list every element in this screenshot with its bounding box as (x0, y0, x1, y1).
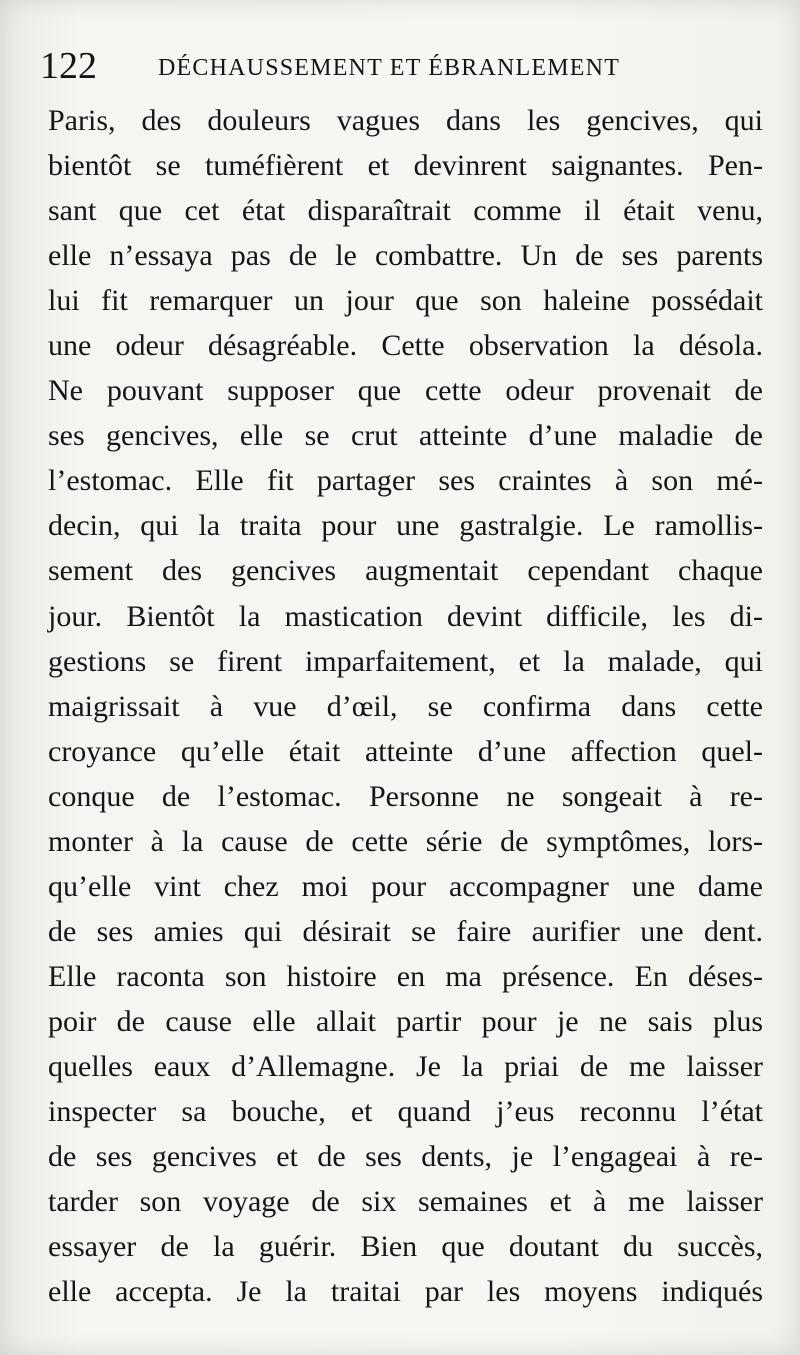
text-line: de ses gencives et de ses dents, je l’engageai à re- (48, 1140, 763, 1174)
text-line: lui fit remarquer un jour que son haleine possédait (48, 284, 763, 318)
text-line: monter à la cause de cette série de symptômes, lors- (48, 824, 763, 858)
text-line: Ne pouvant supposer que cette odeur provenait de (48, 374, 763, 408)
text-line: ses gencives, elle se crut atteinte d’une maladie de (48, 419, 763, 453)
text-line: inspecter sa bouche, et quand j’eus reconnu l’état (48, 1095, 763, 1129)
text-line: croyance qu’elle était atteinte d’une affection quel- (48, 734, 763, 768)
text-line: bientôt se tuméfièrent et devinrent saignantes. Pen- (48, 149, 763, 183)
text-line: de ses amies qui désirait se faire aurifier une dent. (48, 914, 763, 948)
page-number: 122 (40, 45, 97, 87)
text-line: quelles eaux d’Allemagne. Je la priai de me laisser (48, 1049, 763, 1083)
page-header (40, 44, 760, 94)
text-line: Elle raconta son histoire en ma présence. En déses- (48, 959, 763, 993)
text-line: sement des gencives augmentait cependant chaque (48, 554, 763, 588)
text-line: sant que cet état disparaîtrait comme il était venu, (48, 194, 763, 228)
text-line: maigrissait à vue d’œil, se confirma dans cette (48, 689, 763, 723)
text-line: elle accepta. Je la traitai par les moyens indiqués (48, 1275, 763, 1309)
text-line: essayer de la guérir. Bien que doutant du succès, (48, 1230, 763, 1264)
text-line: poir de cause elle allait partir pour je ne sais plus (48, 1004, 763, 1038)
text-line: tarder son voyage de six semaines et à me laisser (48, 1185, 763, 1219)
text-line: jour. Bientôt la mastication devint difficile, les di- (48, 599, 763, 633)
text-line: elle n’essaya pas de le combattre. Un de ses parents (48, 239, 763, 273)
text-line: Paris, des douleurs vagues dans les gencives, qui (48, 104, 763, 137)
running-head: DÉCHAUSSEMENT ET ÉBRANLEMENT (158, 55, 621, 81)
text-line: qu’elle vint chez moi pour accompagner une dame (48, 869, 763, 903)
text-line: conque de l’estomac. Personne ne songeait à re- (48, 779, 763, 813)
text-line: gestions se firent imparfaitement, et la malade, qui (48, 644, 763, 678)
text-line: decin, qui la traita pour une gastralgie. Le ramollis- (48, 509, 763, 543)
body-text (48, 98, 763, 1314)
text-line: l’estomac. Elle fit partager ses craintes à son mé- (48, 464, 763, 498)
text-line: une odeur désagréable. Cette observation la désola. (48, 329, 763, 363)
